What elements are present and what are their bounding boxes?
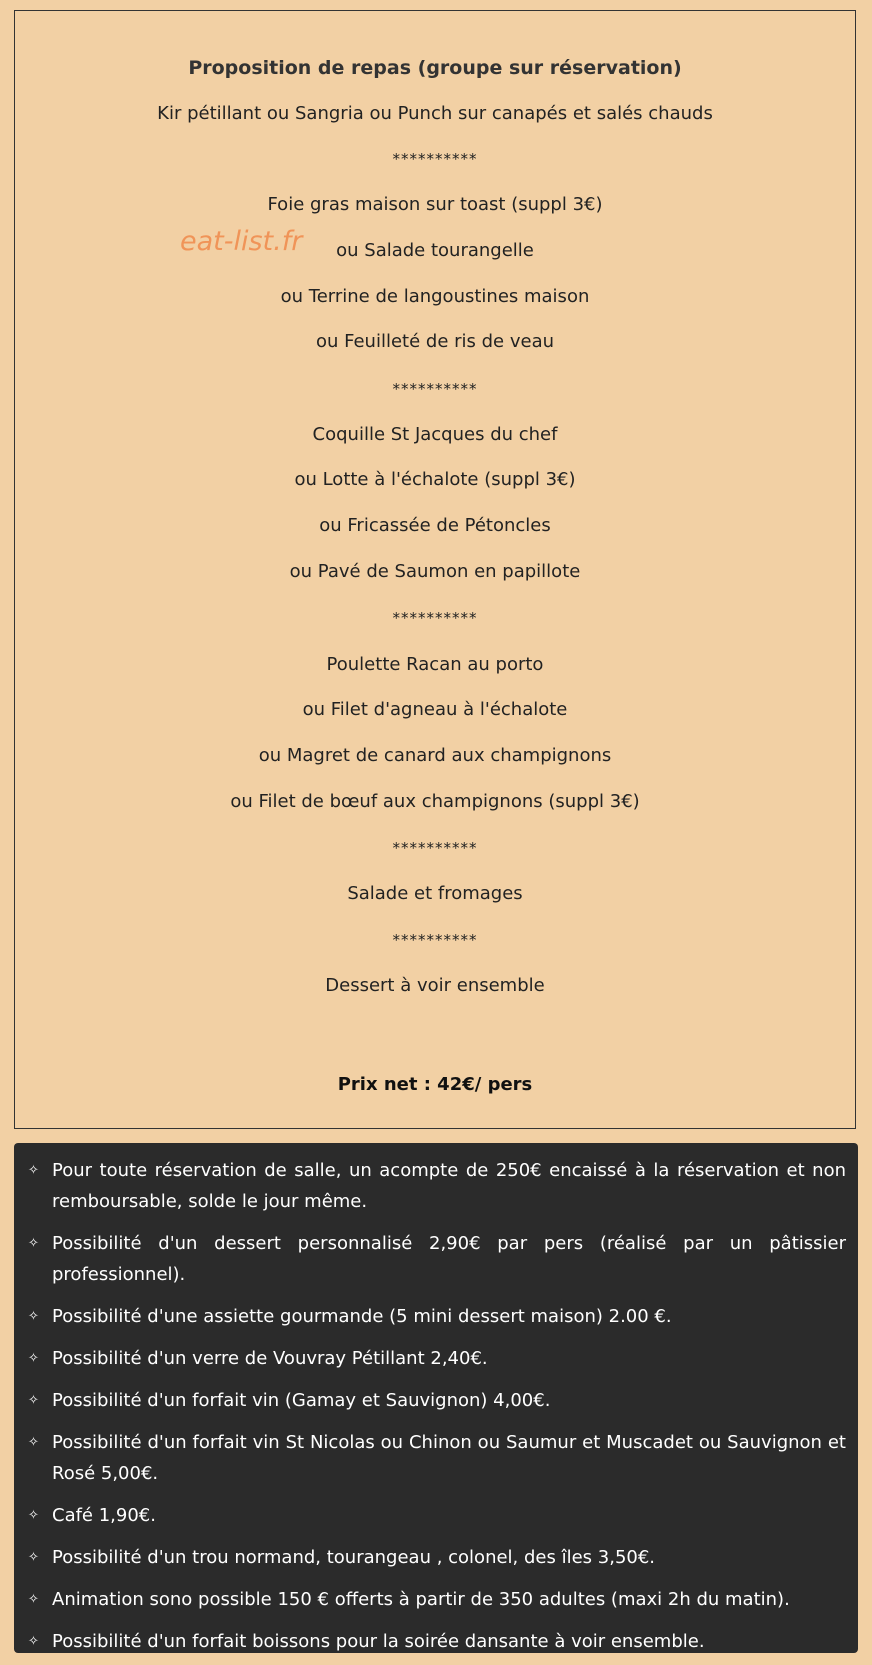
menu-item: Poulette Racan au porto [326,654,544,675]
option-item [28,1301,846,1332]
four-diamonds-icon: ✧ [28,1592,39,1607]
options-panel [14,1143,858,1653]
menu-item: Dessert à voir ensemble [325,975,545,996]
option-text: Possibilité d'un forfait boissons pour la soirée dansante à voir ensemble. [52,1631,705,1652]
menu-title: Proposition de repas (groupe sur réservation) [188,57,682,79]
option-item [28,1385,846,1416]
option-item [28,1155,846,1217]
option-text: Café 1,90€. [52,1505,156,1526]
four-diamonds-icon: ✧ [28,1236,39,1251]
menu-item: Foie gras maison sur toast (suppl 3€) [267,194,603,215]
option-text: Possibilité d'un verre de Vouvray Pétillant 2,40€. [52,1348,488,1369]
option-item [28,1584,846,1615]
menu-card [14,10,856,1129]
option-text: Possibilité d'un forfait vin (Gamay et Sauvignon) 4,00€. [52,1390,551,1411]
menu-separator: ********** [392,150,478,168]
four-diamonds-icon: ✧ [28,1393,39,1408]
option-item [28,1626,846,1657]
four-diamonds-icon: ✧ [28,1309,39,1324]
menu-separator: ********** [392,380,478,398]
four-diamonds-icon: ✧ [28,1351,39,1366]
menu-item: ou Fricassée de Pétoncles [319,515,551,536]
option-text: Possibilité d'une assiette gourmande (5 mini dessert maison) 2.00 €. [52,1306,672,1327]
option-item [28,1343,846,1374]
menu-item: ou Terrine de langoustines maison [280,286,590,307]
option-text: Animation sono possible 150 € offerts à partir de 350 adultes (maxi 2h du matin). [52,1589,790,1610]
menu-price: Prix net : 42€/ pers [337,1074,533,1095]
menu-separator: ********** [392,931,478,949]
menu-item: ou Lotte à l'échalote (suppl 3€) [294,469,576,490]
option-item [28,1542,846,1573]
menu-item: Salade et fromages [347,883,523,904]
menu-aperitif: Kir pétillant ou Sangria ou Punch sur canapés et salés chauds [157,103,713,124]
four-diamonds-icon: ✧ [28,1550,39,1565]
option-text: Possibilité d'un forfait vin St Nicolas ou Chinon ou Saumur et Muscadet ou Sauvignon et Rosé 5,00€. [52,1432,846,1484]
menu-item: ou Filet de bœuf aux champignons (suppl 3€) [230,791,640,812]
menu-separator: ********** [392,609,478,627]
menu-item: ou Feuilleté de ris de veau [315,331,555,352]
option-item [28,1427,846,1489]
menu-item: ou Salade tourangelle [336,240,534,261]
menu-item: ou Pavé de Saumon en papillote [289,561,581,582]
four-diamonds-icon: ✧ [28,1163,39,1178]
option-item [28,1228,846,1290]
option-text: Pour toute réservation de salle, un acompte de 250€ encaissé à la réservation et non remboursable, solde le jour même. [52,1160,846,1212]
menu-item: ou Magret de canard aux champignons [258,745,612,766]
watermark-logo: eat-list.fr [180,226,303,257]
four-diamonds-icon: ✧ [28,1435,39,1450]
four-diamonds-icon: ✧ [28,1634,39,1649]
option-text: Possibilité d'un dessert personnalisé 2,90€ par pers (réalisé par un pâtissier professionnel). [52,1233,846,1285]
options-list [14,1143,858,1657]
four-diamonds-icon: ✧ [28,1508,39,1523]
option-item [28,1500,846,1531]
menu-item: Coquille St Jacques du chef [312,424,558,445]
menu-separator: ********** [392,839,478,857]
option-text: Possibilité d'un trou normand, tourangeau , colonel, des îles 3,50€. [52,1547,656,1568]
menu-item: ou Filet d'agneau à l'échalote [302,699,568,720]
